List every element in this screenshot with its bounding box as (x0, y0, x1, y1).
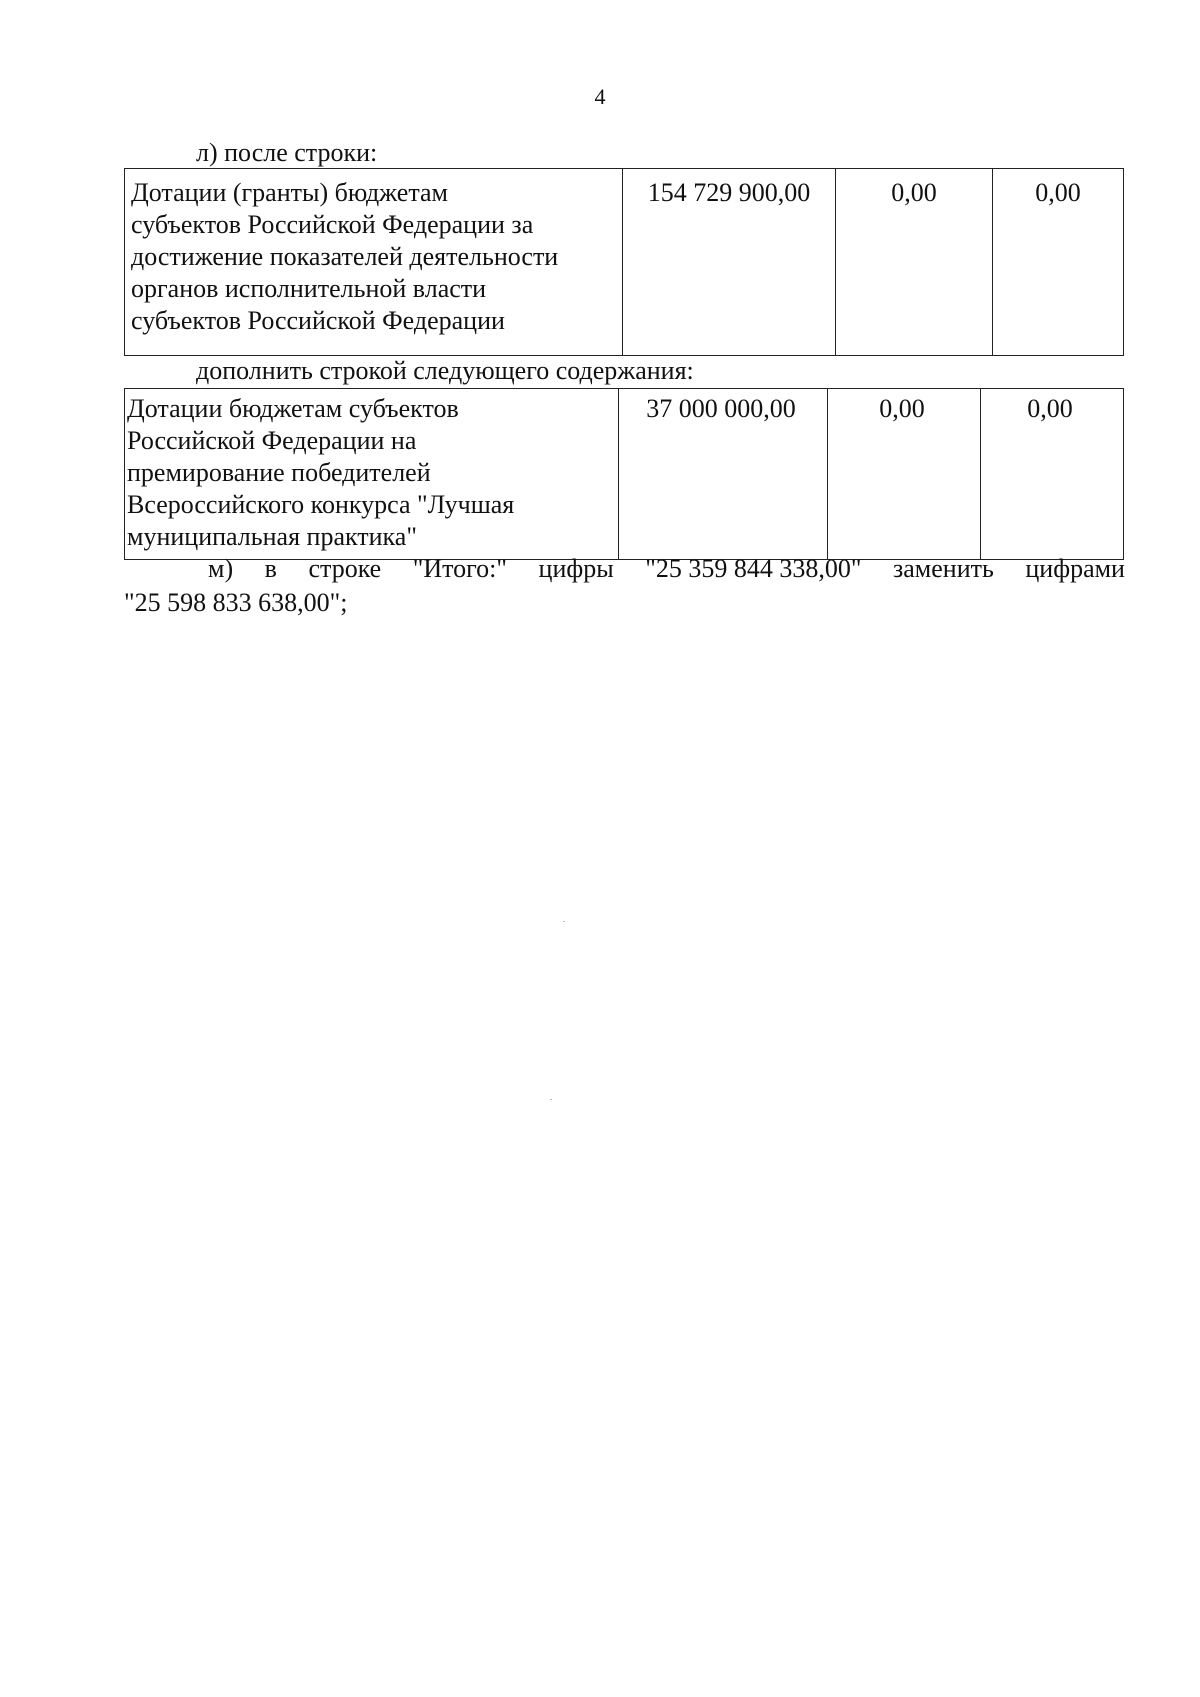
row-value3-cell: 0,00 (981, 389, 1124, 560)
row-amount-cell: 37 000 000,00 (619, 389, 828, 560)
section-l-intro: л) после строки: (196, 138, 378, 167)
table-row (125, 389, 1124, 560)
row-name-line: Российской Федерации на (127, 426, 417, 455)
section-m-line-1 (124, 552, 1125, 586)
row-name-cell (125, 389, 619, 560)
section-m-paragraph (124, 552, 1125, 620)
row-value3-cell: 0,00 (993, 169, 1124, 356)
section-m-word: "Итого:" (412, 554, 508, 583)
row-name-line: муниципальная практика" (127, 522, 417, 551)
row-name-line: достижение показателей деятельности (131, 242, 559, 271)
row-value2-cell: 0,00 (836, 169, 993, 356)
row-name-line: Дотации бюджетам субъектов (127, 394, 459, 423)
page-number: 4 (594, 84, 606, 109)
section-m-word: в (264, 554, 277, 583)
new-row-table (124, 388, 1124, 560)
section-m-word: цифрами (1025, 554, 1125, 583)
row-name-line: премирование победителей (127, 458, 431, 487)
table-row (125, 169, 1124, 356)
row-value2-cell: 0,00 (828, 389, 981, 560)
row-amount-cell: 154 729 900,00 (623, 169, 836, 356)
section-m-word: заменить (893, 554, 994, 583)
row-name-line: субъектов Российской Федерации (131, 306, 505, 335)
section-m-word: цифры (538, 554, 614, 583)
row-name-line: органов исполнительной власти (131, 274, 487, 303)
section-m-word: строке (308, 554, 382, 583)
add-row-intro: дополнить строкой следующего содержания: (196, 356, 694, 385)
existing-row-table (124, 168, 1124, 356)
row-name-line: Дотации (гранты) бюджетам (131, 178, 449, 207)
row-name-line: субъектов Российской Федерации за (131, 210, 534, 239)
section-m-line-2 (124, 586, 1125, 620)
scan-speck (563, 921, 565, 922)
row-name-line: Всероссийского конкурса "Лучшая (127, 490, 515, 519)
section-m-word: "25 359 844 338,00" (645, 554, 862, 583)
scan-speck (550, 1099, 552, 1100)
row-name-cell (125, 169, 623, 356)
section-m-word: м) (208, 554, 234, 583)
section-m-new-total: "25 598 833 638,00"; (124, 588, 348, 617)
